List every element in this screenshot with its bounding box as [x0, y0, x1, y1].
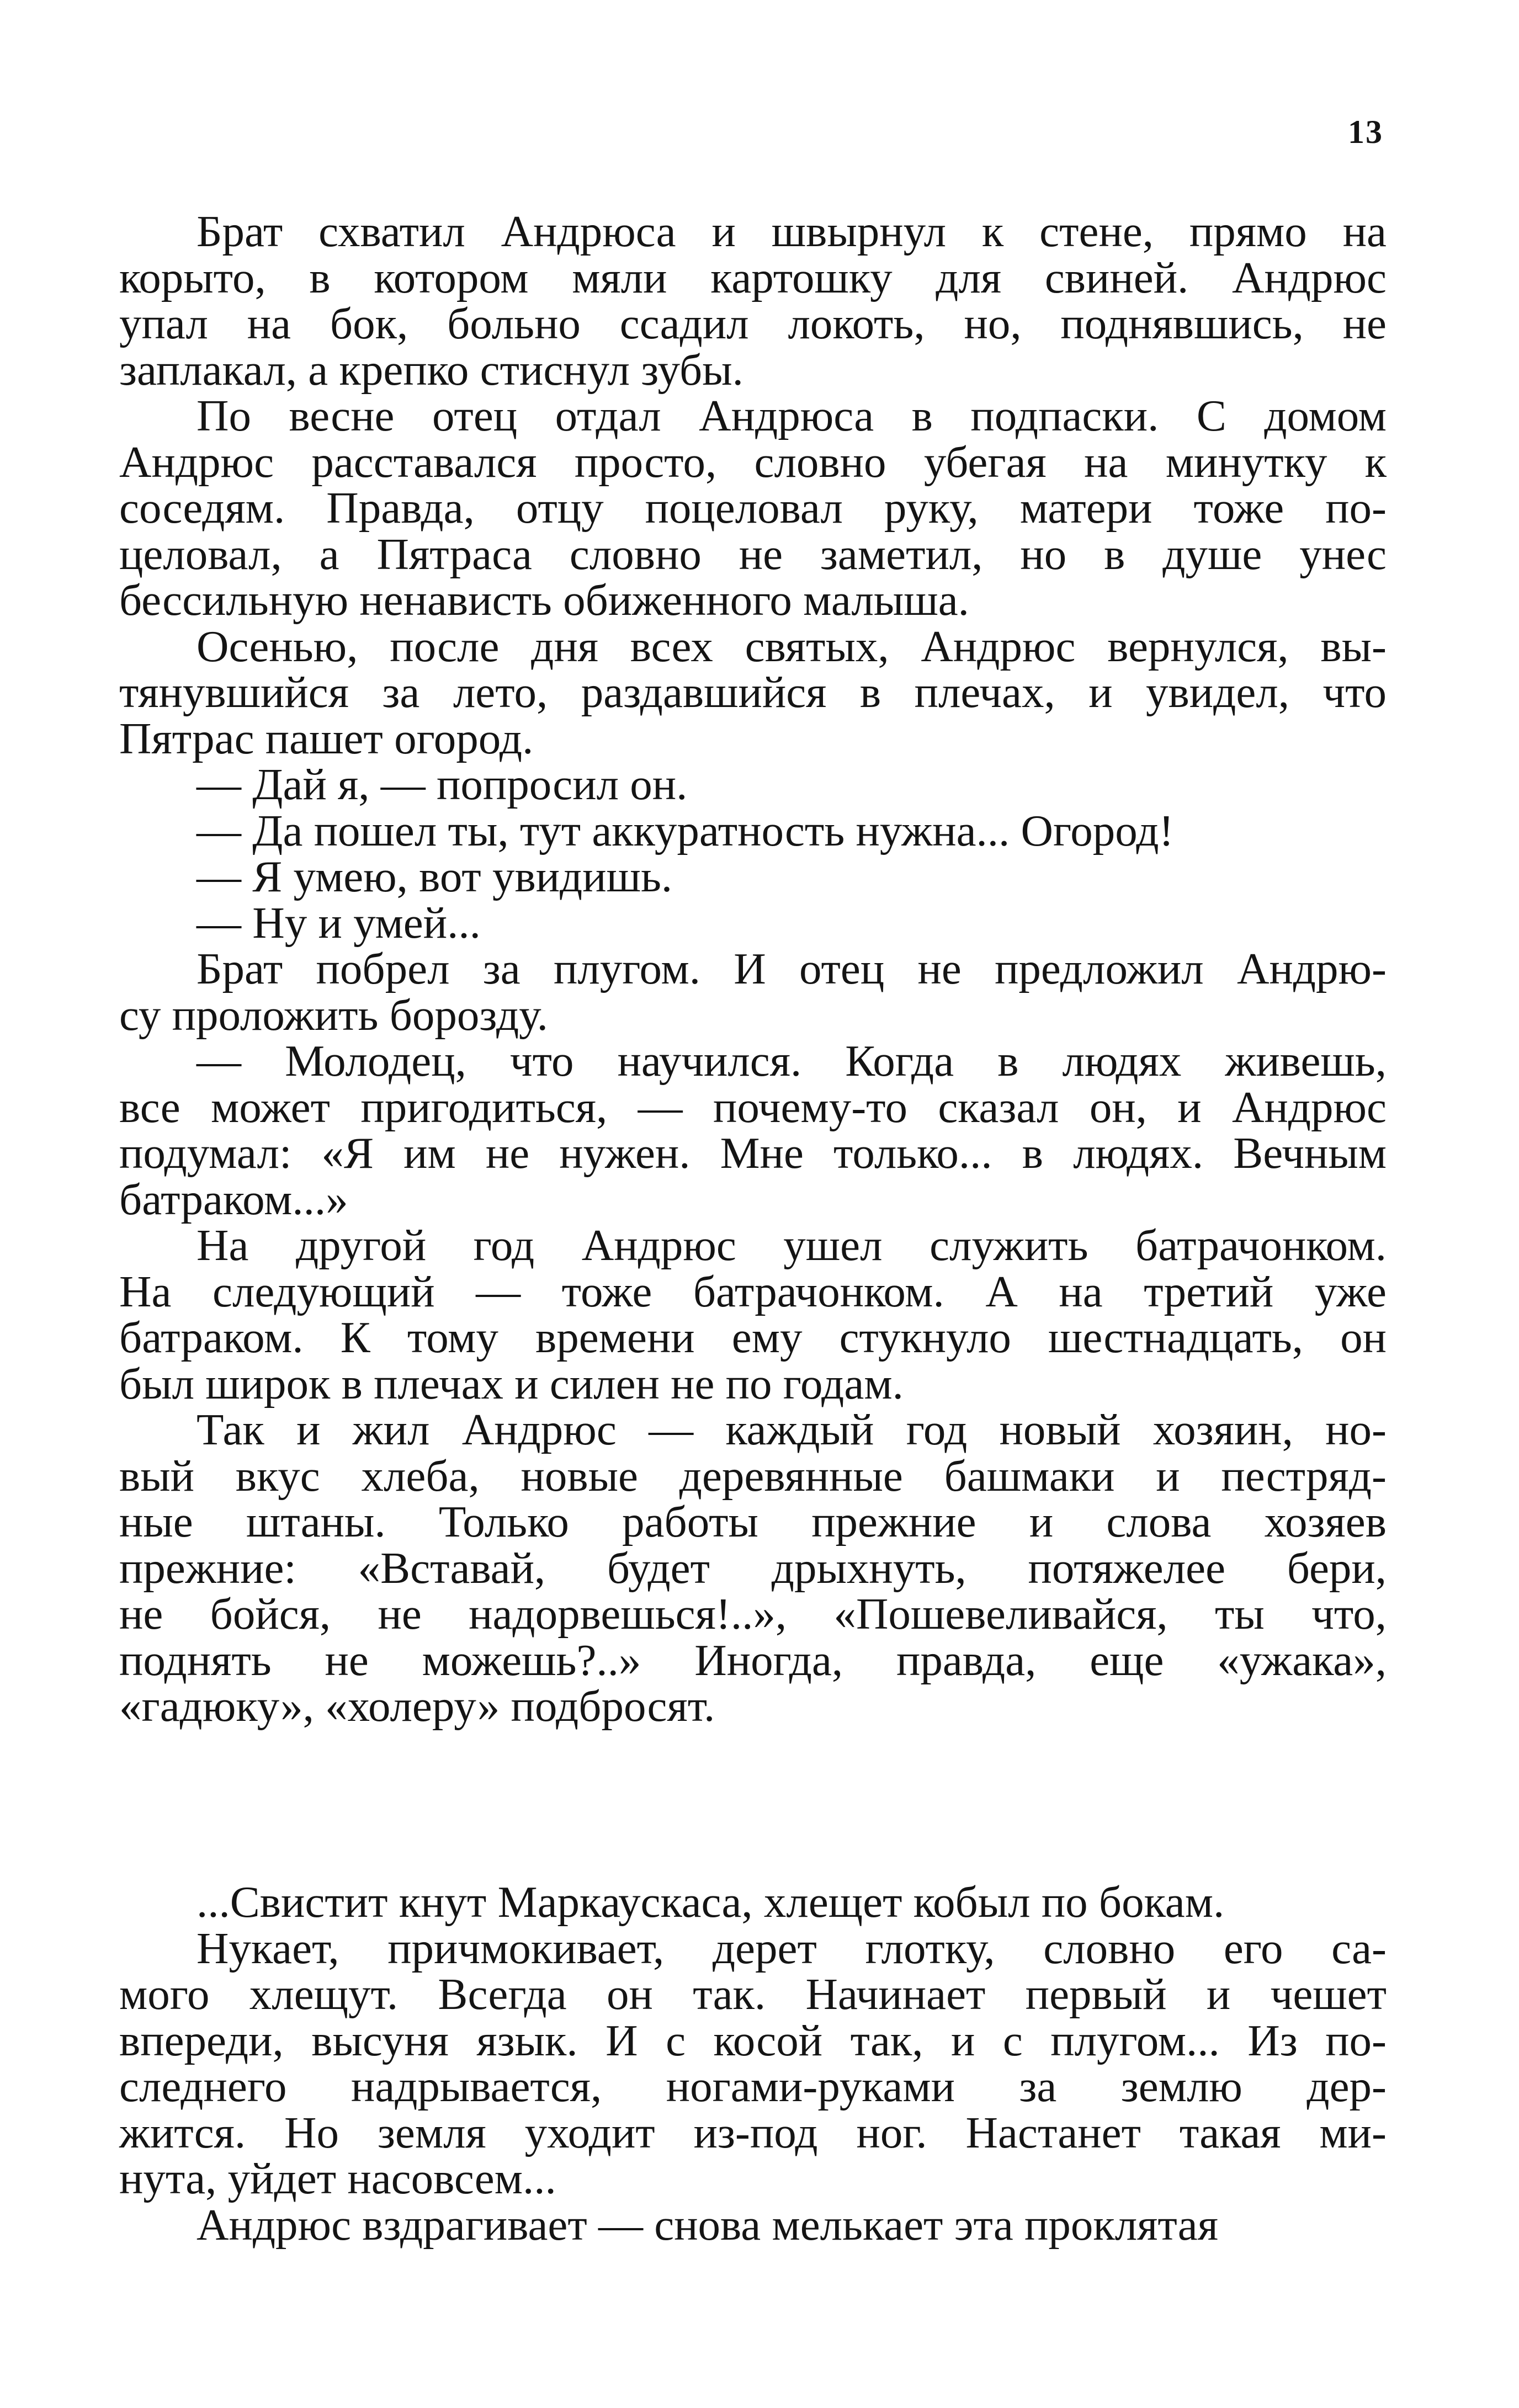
- paragraph: [119, 805, 1387, 855]
- text-line: соседям. Правда, отцу поцеловал руку, матери тоже по-: [119, 483, 1387, 533]
- text-line: прежние: «Вставай, будет дрыхнуть, потяжелее бери,: [119, 1543, 1387, 1593]
- paragraph: [119, 206, 1387, 395]
- paragraph: [119, 393, 1387, 624]
- text-line: подумал: «Я им не нужен. Мне только... в людях. Вечным: [119, 1128, 1387, 1178]
- text-line: ...Свистит кнут Маркаускаса, хлещет кобыл по бокам.: [196, 1877, 1225, 1927]
- text-line: Пятрас пашет огород.: [119, 713, 534, 763]
- text-line: заплакал, а крепко стиснул зубы.: [119, 344, 743, 395]
- text-line: На следующий — тоже батрачонком. А на третий уже: [119, 1266, 1387, 1316]
- paragraph: [119, 2199, 1387, 2250]
- text-line: Брат побрел за плугом. И отец не предложил Андрю-: [196, 944, 1387, 993]
- text-line: поднять не можешь?..» Иногда, правда, еще «ужака»,: [119, 1635, 1387, 1685]
- text-line: был широк в плечах и силен не по годам.: [119, 1358, 904, 1408]
- text-line: все может пригодиться, — почему-то сказал он, и Андрюс: [119, 1082, 1387, 1132]
- paragraph: [119, 621, 1387, 763]
- text-line: — Ну и умей...: [196, 897, 481, 948]
- paragraph: [119, 759, 1387, 809]
- paragraph: [119, 1923, 1387, 2203]
- paragraph: [119, 1879, 1387, 1926]
- text-line: целовал, а Пятраса словно не заметил, но в душе унес: [119, 529, 1387, 579]
- page-number: 13: [1348, 114, 1383, 150]
- text-line: — Да пошел ты, тут аккуратность нужна... Огород!: [196, 805, 1174, 855]
- paragraph: [119, 1407, 1387, 1730]
- text-line: — Дай я, — попросил он.: [196, 759, 688, 809]
- paragraph: [119, 897, 1387, 948]
- text-line: жится. Но земля уходит из-под ног. Настанет такая ми-: [119, 2107, 1387, 2157]
- text-line: Нукает, причмокивает, дерет глотку, словно его са-: [196, 1923, 1387, 1973]
- text-line: — Я умею, вот увидишь.: [196, 852, 673, 901]
- text-line: Андрюс расставался просто, словно убегая на минутку к: [119, 437, 1387, 487]
- text-line: бессильную ненависть обиженного малыша.: [119, 575, 969, 625]
- text-line: — Молодец, что научился. Когда в людях живешь,: [196, 1036, 1387, 1086]
- text-line: нута, уйдет насовсем...: [119, 2154, 556, 2203]
- text-line: Андрюс вздрагивает — снова мелькает эта проклятая: [196, 2199, 1219, 2250]
- paragraph: [119, 854, 1387, 900]
- text-line: «гадюку», «холеру» подбросят.: [119, 1681, 715, 1731]
- text-line: су проложить борозду.: [119, 990, 548, 1040]
- text-line: тянувшийся за лето, раздавшийся в плечах, и увидел, что: [119, 667, 1387, 717]
- text-line: батраком. К тому времени ему стукнуло шестнадцать, он: [119, 1312, 1387, 1362]
- text-line: корыто, в котором мяли картошку для свиней. Андрюс: [119, 252, 1387, 302]
- text-line: впереди, высуня язык. И с косой так, и с плугом... Из по-: [119, 2015, 1387, 2065]
- text-line: следнего надрывается, ногами-руками за землю дер-: [119, 2061, 1387, 2111]
- text-line: вый вкус хлеба, новые деревянные башмаки и пестряд-: [119, 1450, 1387, 1501]
- paragraph: [119, 1222, 1387, 1407]
- paragraph: [119, 946, 1387, 1038]
- text-section-2: [119, 1879, 1387, 2248]
- text-section-1: [119, 206, 1387, 1731]
- text-line: батраком...»: [119, 1174, 348, 1224]
- text-line: Осенью, после дня всех святых, Андрюс вернулся, вы-: [196, 621, 1387, 671]
- text-line: упал на бок, больно ссадил локоть, но, поднявшись, не: [119, 299, 1387, 348]
- text-line: Так и жил Андрюс — каждый год новый хозяин, но-: [196, 1405, 1387, 1454]
- text-line: По весне отец отдал Андрюса в подпаски. С домом: [196, 391, 1387, 440]
- text-line: ные штаны. Только работы прежние и слова хозяев: [119, 1497, 1387, 1546]
- text-line: Брат схватил Андрюса и швырнул к стене, прямо на: [196, 206, 1387, 256]
- text-line: не бойся, не надорвешься!..», «Пошевеливайся, ты что,: [119, 1589, 1387, 1639]
- text-line: На другой год Андрюс ушел служить батрачонком.: [196, 1220, 1387, 1270]
- text-line: мого хлещут. Всегда он так. Начинает первый и чешет: [119, 1969, 1387, 2019]
- paragraph: [119, 1038, 1387, 1222]
